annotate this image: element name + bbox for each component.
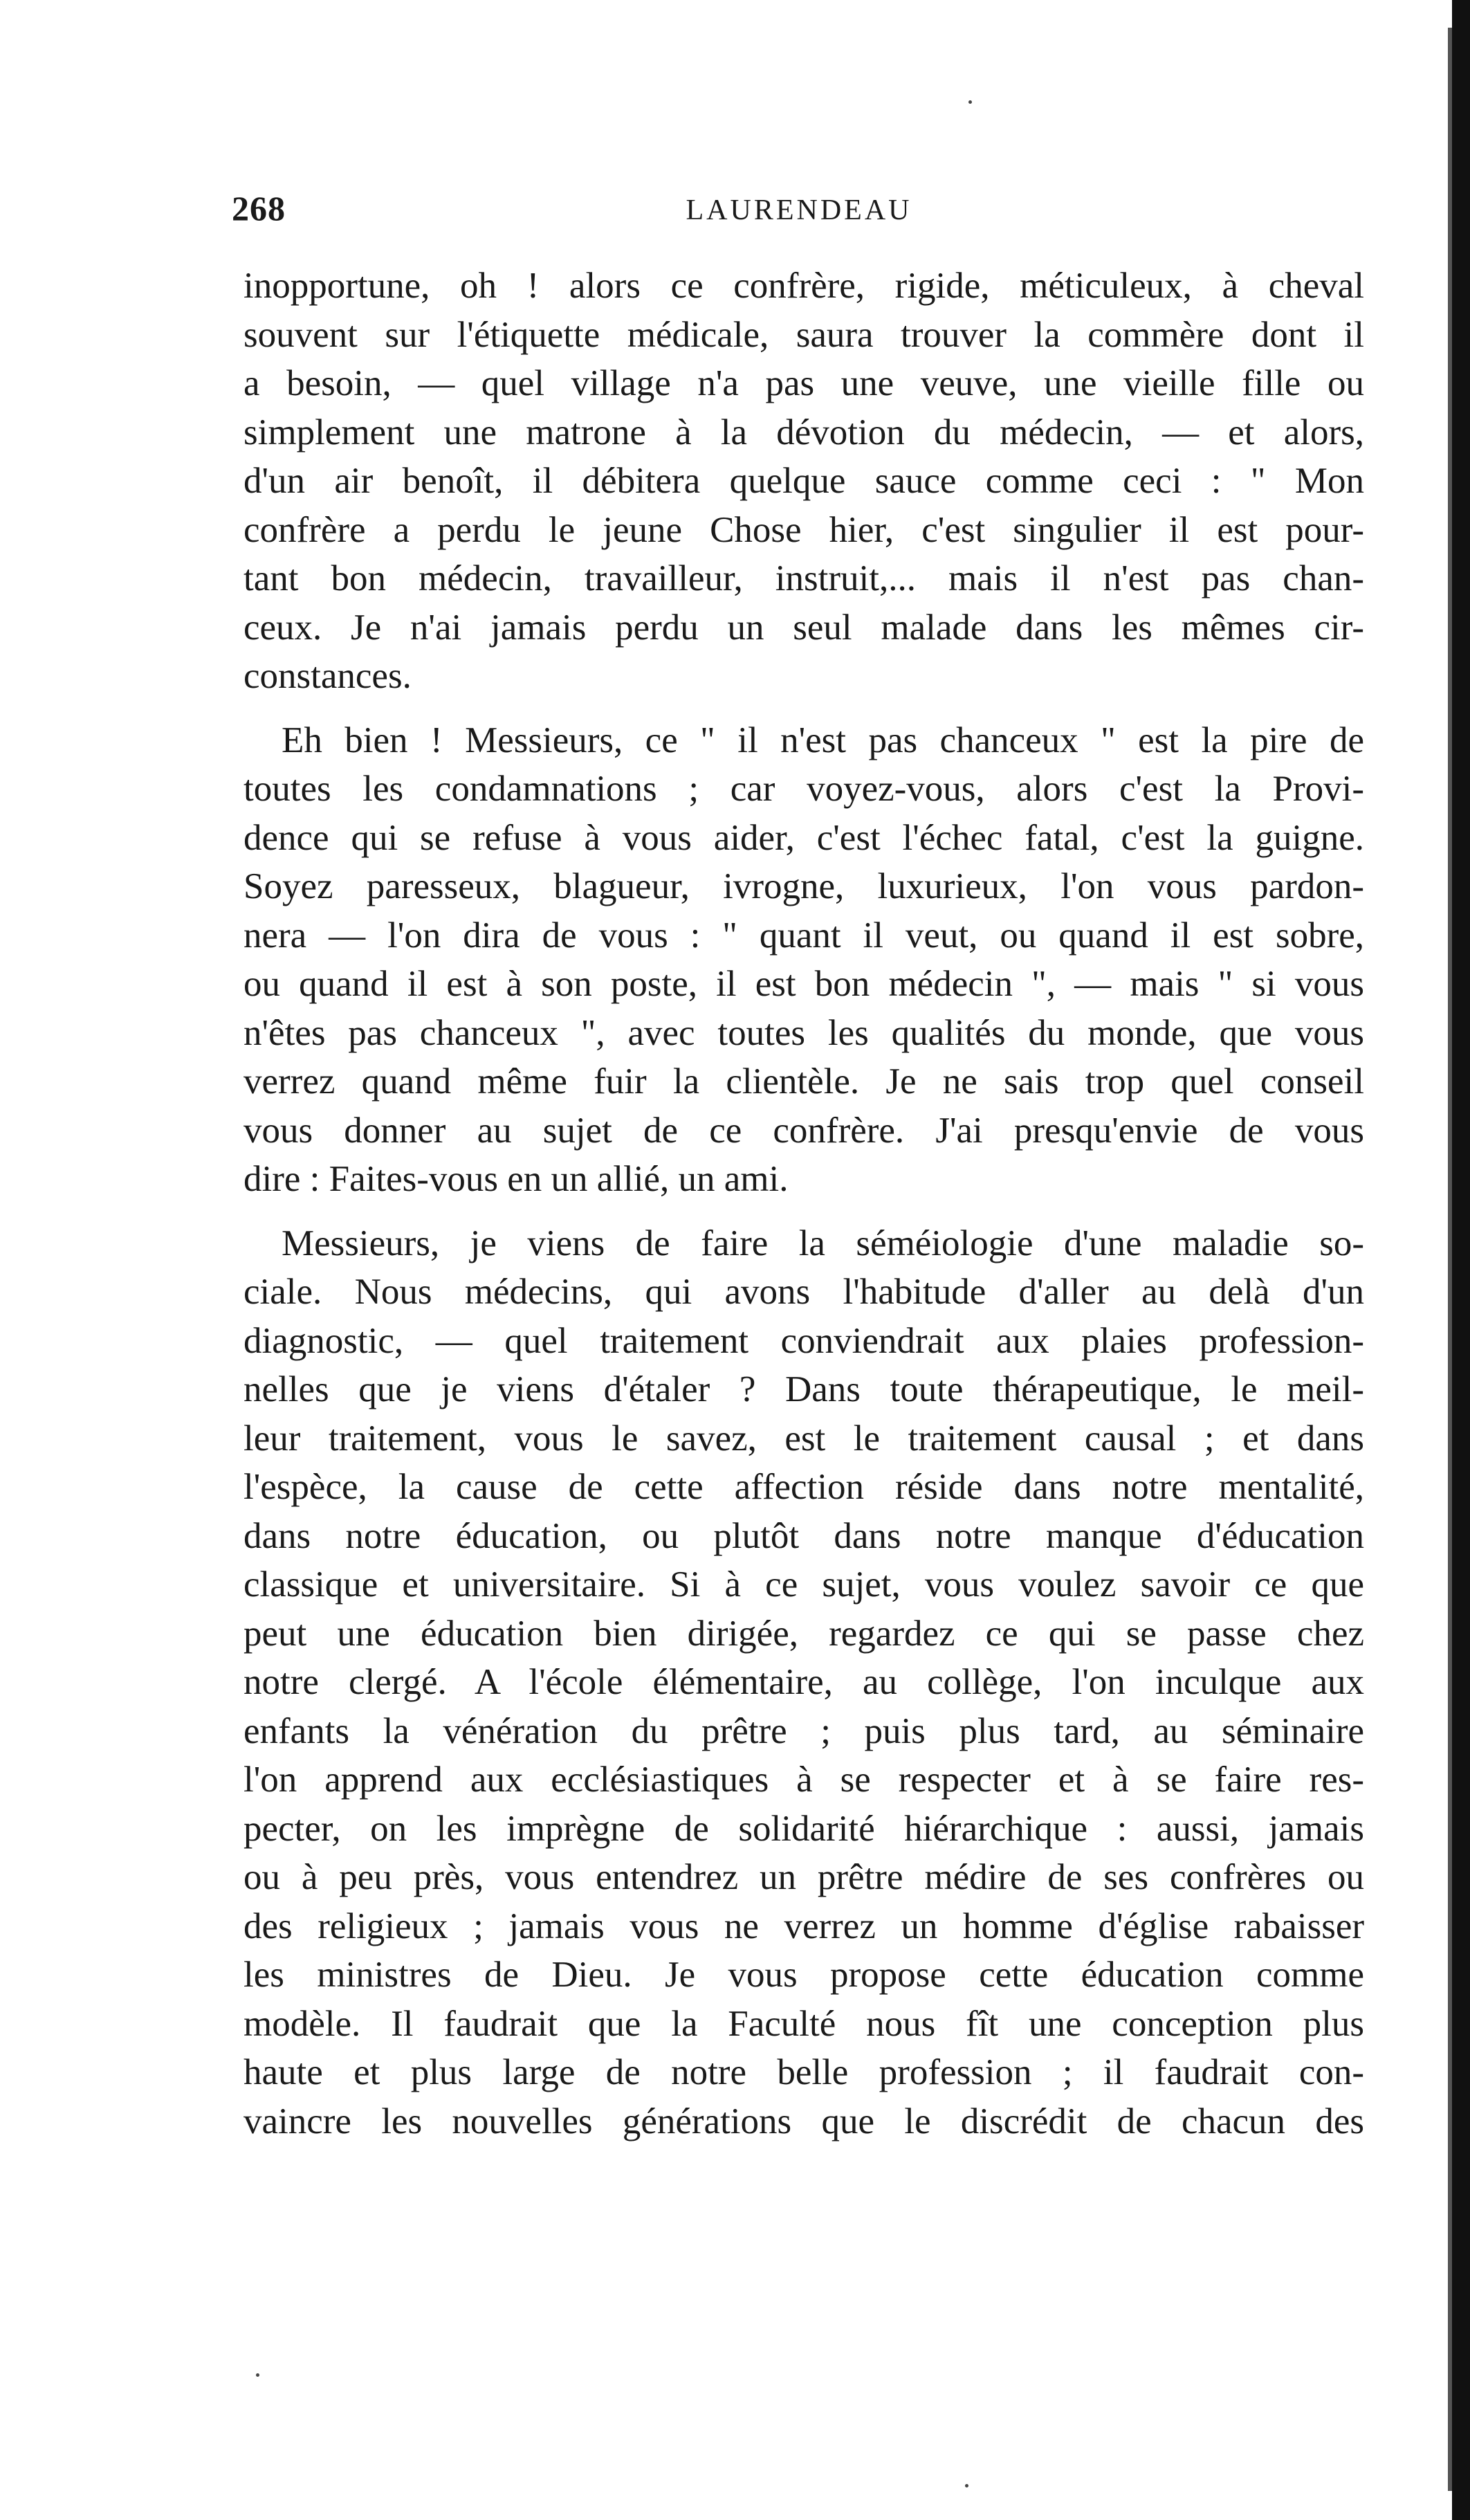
text-line: dans notre éducation, ou plutôt dans notre manque d'éducation — [244, 1515, 1364, 1556]
text-line: peut une éducation bien dirigée, regardez ce qui se passe chez — [244, 1613, 1364, 1654]
body-text — [244, 262, 1364, 2337]
page-header — [232, 181, 1366, 244]
text-line: n'êtes pas chanceux ", avec toutes les qualités du monde, que vous — [244, 1012, 1364, 1053]
text-line: simplement une matrone à la dévotion du médecin, — et alors, — [244, 412, 1364, 453]
text-line: vous donner au sujet de ce confrère. J'ai presqu'envie de vous — [244, 1110, 1364, 1151]
running-head: LAURENDEAU — [686, 194, 912, 226]
text-line: vaincre les nouvelles générations que le discrédit de chacun des — [244, 2101, 1364, 2142]
print-speck — [968, 100, 972, 104]
page-number: 268 — [232, 189, 286, 228]
text-line: a besoin, — quel village n'a pas une veuve, une vieille fille ou — [244, 363, 1364, 403]
text-line: ou quand il est à son poste, il est bon médecin ", — mais " si vous — [244, 964, 1364, 1004]
print-speck — [256, 2373, 259, 2377]
paragraph-1 — [244, 262, 1364, 701]
text-line: nelles que je viens d'étaler ? Dans toute thérapeutique, le meil- — [244, 1369, 1364, 1409]
text-line: nera — l'on dira de vous : " quant il veut, ou quand il est sobre, — [244, 915, 1364, 956]
text-line: verrez quand même fuir la clientèle. Je ne sais trop quel conseil — [244, 1061, 1364, 1102]
print-speck — [965, 2484, 968, 2487]
text-line: constances. — [244, 656, 412, 696]
text-line: diagnostic, — quel traitement conviendrait aux plaies profession- — [244, 1320, 1364, 1361]
text-line: pecter, on les imprègne de solidarité hiérarchique : aussi, jamais — [244, 1808, 1364, 1849]
text-line: Soyez paresseux, blagueur, ivrogne, luxurieux, l'on vous pardon- — [244, 866, 1364, 906]
text-line: d'un air benoît, il débitera quelque sauce comme ceci : " Mon — [244, 461, 1364, 501]
text-line: ciale. Nous médecins, qui avons l'habitude d'aller au delà d'un — [244, 1272, 1364, 1312]
text-line: des religieux ; jamais vous ne verrez un homme d'église rabaisser — [244, 1906, 1364, 1946]
text-line: inopportune, oh ! alors ce confrère, rigide, méticuleux, à cheval — [244, 266, 1364, 306]
text-line: haute et plus large de notre belle profession ; il faudrait con- — [244, 2052, 1364, 2092]
page-edge-shadow-inner — [1448, 28, 1452, 2491]
text-line: leur traitement, vous le savez, est le traitement causal ; et dans — [244, 1418, 1364, 1459]
text-line: classique et universitaire. Si à ce sujet, vous voulez savoir ce que — [244, 1564, 1364, 1605]
text-line: l'on apprend aux ecclésiastiques à se respecter et à se faire res- — [244, 1760, 1364, 1800]
text-line: ceux. Je n'ai jamais perdu un seul malade dans les mêmes cir- — [244, 607, 1364, 648]
text-line: les ministres de Dieu. Je vous propose cette éducation comme — [244, 1955, 1364, 1995]
paragraph-2 — [244, 716, 1364, 1204]
text-line: Messieurs, je viens de faire la séméiologie d'une maladie so- — [282, 1223, 1364, 1263]
text-line: dence qui se refuse à vous aider, c'est l'échec fatal, c'est la guigne. — [244, 817, 1364, 858]
paragraph-3 — [244, 1219, 1364, 2146]
text-line: Eh bien ! Messieurs, ce " il n'est pas chanceux " est la pire de — [282, 720, 1364, 760]
text-line: dire : Faites-vous en un allié, un ami. — [244, 1159, 789, 1199]
page-edge-shadow — [1452, 0, 1470, 2520]
text-line: l'espèce, la cause de cette affection réside dans notre mentalité, — [244, 1467, 1364, 1507]
text-line: notre clergé. A l'école élémentaire, au collège, l'on inculque aux — [244, 1662, 1364, 1702]
text-line: tant bon médecin, travailleur, instruit,... mais il n'est pas chan- — [244, 558, 1364, 599]
text-line: ou à peu près, vous entendrez un prêtre médire de ses confrères ou — [244, 1857, 1364, 1897]
text-line: modèle. Il faudrait que la Faculté nous fît une conception plus — [244, 2003, 1364, 2044]
text-line: enfants la vénération du prêtre ; puis plus tard, au séminaire — [244, 1710, 1364, 1751]
text-line: toutes les condamnations ; car voyez-vous, alors c'est la Provi- — [244, 769, 1364, 809]
text-line: confrère a perdu le jeune Chose hier, c'est singulier il est pour- — [244, 509, 1364, 550]
text-line: souvent sur l'étiquette médicale, saura trouver la commère dont il — [244, 314, 1364, 355]
